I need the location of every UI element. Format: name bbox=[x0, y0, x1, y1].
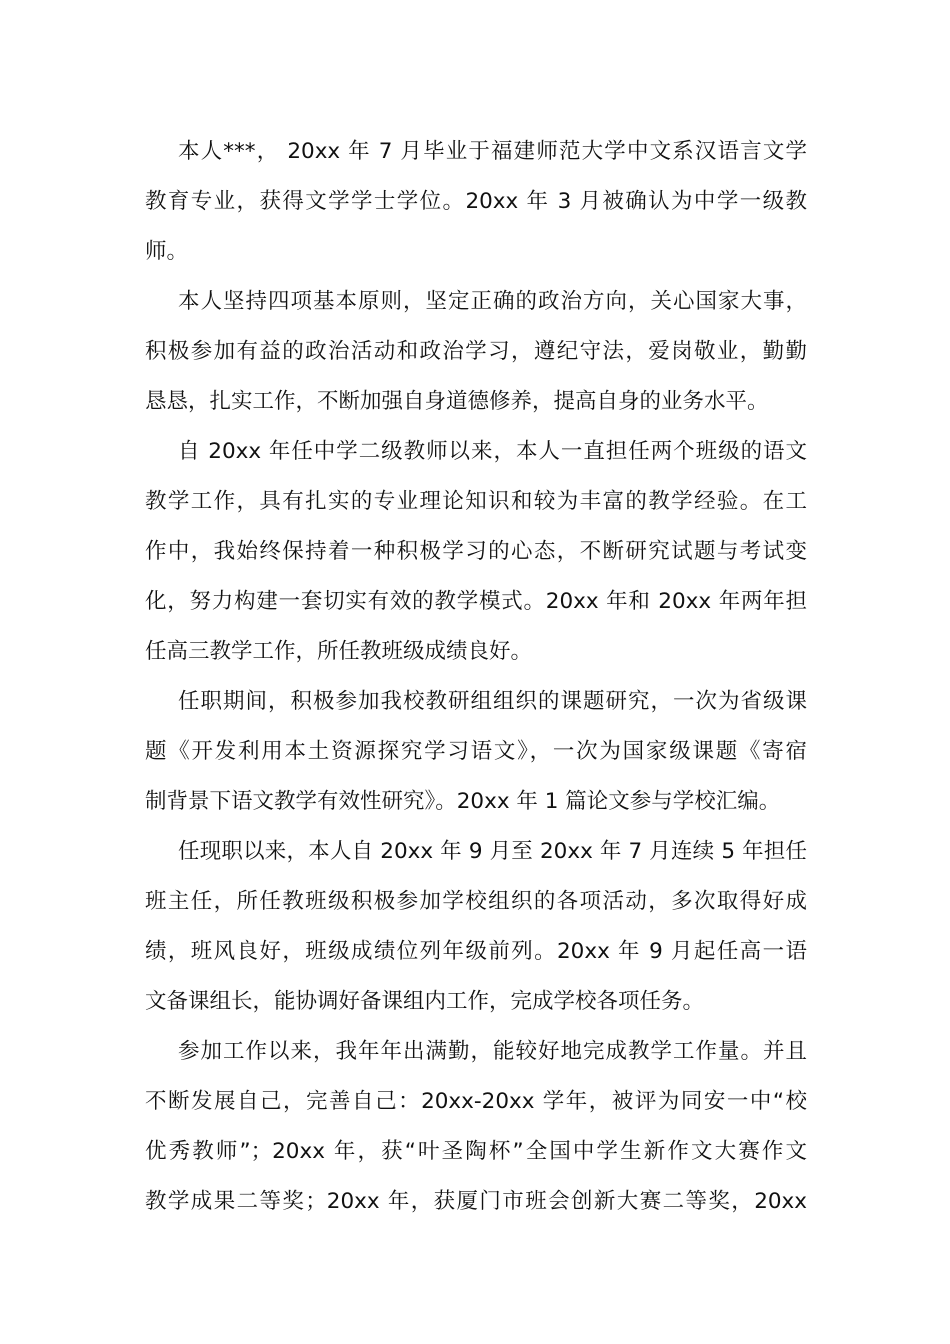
document-body bbox=[145, 127, 807, 1227]
paragraph-1-line-1: 本人***， 20xx 年 7 月毕业于福建师范大学中文系汉语言文学 bbox=[178, 139, 807, 164]
paragraph-6-line-1: 参加工作以来，我年年出满勤，能较好地完成教学工作量。并且 bbox=[178, 1039, 807, 1064]
paragraph-3-line-4: 化，努力构建一套切实有效的教学模式。20xx 年和 20xx 年两年担 bbox=[145, 589, 807, 614]
paragraph-2-line-2: 积极参加有益的政治活动和政治学习，遵纪守法，爱岗敬业，勤勤 bbox=[145, 339, 807, 364]
paragraph-1-line-2: 教育专业，获得文学学士学位。20xx 年 3 月被确认为中学一级教 bbox=[145, 189, 807, 214]
paragraph-3-line-2: 教学工作，具有扎实的专业理论知识和较为丰富的教学经验。在工 bbox=[145, 489, 807, 514]
paragraph-5-line-4: 文备课组长，能协调好备课组内工作，完成学校各项任务。 bbox=[145, 989, 705, 1014]
paragraph-6-line-3: 优秀教师”；20xx 年，获“叶圣陶杯”全国中学生新作文大赛作文 bbox=[145, 1139, 807, 1164]
paragraph-1-line-3: 师。 bbox=[145, 239, 189, 264]
paragraph-3-line-1: 自 20xx 年任中学二级教师以来，本人一直担任两个班级的语文 bbox=[178, 439, 807, 464]
paragraph-5-line-2: 班主任，所任教班级积极参加学校组织的各项活动，多次取得好成 bbox=[145, 889, 807, 914]
paragraph-2-line-3: 恳恳，扎实工作，不断加强自身道德修养，提高自身的业务水平。 bbox=[145, 389, 769, 414]
paragraph-5-line-1: 任现职以来，本人自 20xx 年 9 月至 20xx 年 7 月连续 5 年担任 bbox=[178, 839, 807, 864]
paragraph-3-line-5: 任高三教学工作，所任教班级成绩良好。 bbox=[145, 639, 533, 664]
paragraph-6-line-2: 不断发展自己，完善自己：20xx-20xx 学年，被评为同安一中“校 bbox=[145, 1089, 807, 1114]
paragraph-4-line-3: 制背景下语文教学有效性研究》。20xx 年 1 篇论文参与学校汇编。 bbox=[145, 789, 781, 814]
paragraph-4-line-1: 任职期间，积极参加我校教研组组织的课题研究，一次为省级课 bbox=[178, 689, 807, 714]
paragraph-6-line-4: 教学成果二等奖；20xx 年，获厦门市班会创新大赛二等奖，20xx bbox=[145, 1189, 807, 1214]
paragraph-4-line-2: 题《开发利用本土资源探究学习语文》，一次为国家级课题《寄宿 bbox=[145, 739, 807, 764]
paragraph-5-line-3: 绩，班风良好，班级成绩位列年级前列。20xx 年 9 月起任高一语 bbox=[145, 939, 807, 964]
paragraph-3-line-3: 作中，我始终保持着一种积极学习的心态，不断研究试题与考试变 bbox=[145, 539, 807, 564]
paragraph-2-line-1: 本人坚持四项基本原则，坚定正确的政治方向，关心国家大事， bbox=[178, 289, 807, 314]
